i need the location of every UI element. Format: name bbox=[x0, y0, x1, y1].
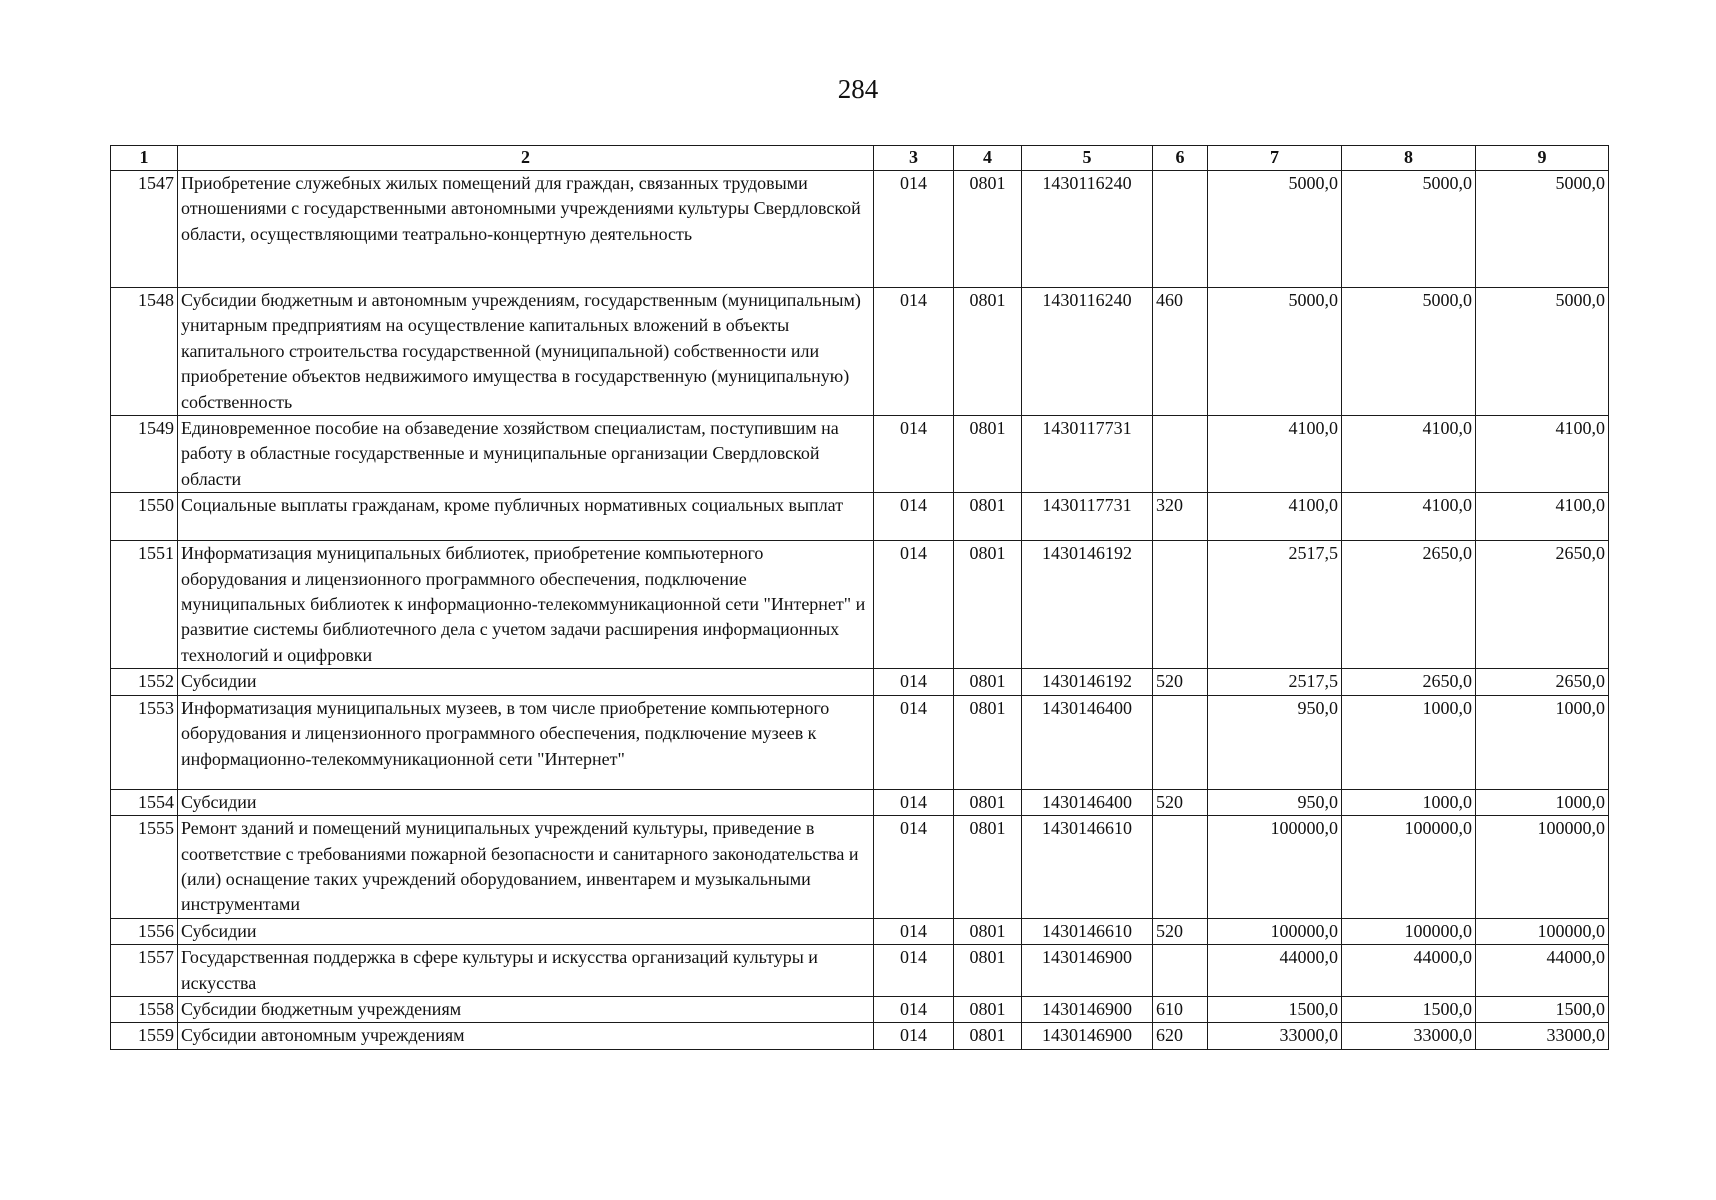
section-code: 0801 bbox=[954, 695, 1022, 789]
target-article-code: 1430146400 bbox=[1022, 695, 1153, 789]
section-code: 0801 bbox=[954, 1023, 1022, 1049]
ministry-code: 014 bbox=[874, 918, 954, 944]
table-row bbox=[111, 416, 1609, 493]
page-number: 284 bbox=[837, 74, 879, 104]
expense-name: Социальные выплаты гражданам, кроме публичных нормативных социальных выплат bbox=[178, 493, 874, 541]
section-code: 0801 bbox=[954, 996, 1022, 1022]
expense-name: Субсидии bbox=[178, 918, 874, 944]
amount-col-7: 4100,0 bbox=[1208, 416, 1342, 493]
target-article-code: 1430146610 bbox=[1022, 918, 1153, 944]
table-row bbox=[111, 1023, 1609, 1049]
expense-type-code: 610 bbox=[1153, 996, 1208, 1022]
row-number: 1551 bbox=[111, 541, 178, 669]
target-article-code: 1430117731 bbox=[1022, 493, 1153, 541]
amount-col-9: 2650,0 bbox=[1476, 541, 1609, 669]
amount-col-7: 5000,0 bbox=[1208, 171, 1342, 288]
amount-col-7: 2517,5 bbox=[1208, 541, 1342, 669]
target-article-code: 1430116240 bbox=[1022, 288, 1153, 416]
target-article-code: 1430146400 bbox=[1022, 789, 1153, 815]
amount-col-9: 1500,0 bbox=[1476, 996, 1609, 1022]
section-code: 0801 bbox=[954, 493, 1022, 541]
expense-name: Информатизация муниципальных музеев, в том числе приобретение компьютерного оборудования и лицензионного программного обеспечения, подключение музеев к информационно-телекоммуникационной сети "Интернет" bbox=[178, 695, 874, 789]
amount-col-7: 2517,5 bbox=[1208, 669, 1342, 695]
row-number: 1548 bbox=[111, 288, 178, 416]
table-row bbox=[111, 493, 1609, 541]
row-number: 1558 bbox=[111, 996, 178, 1022]
expense-type-code: 620 bbox=[1153, 1023, 1208, 1049]
amount-col-8: 2650,0 bbox=[1342, 669, 1476, 695]
expense-name: Приобретение служебных жилых помещений для граждан, связанных трудовыми отношениями с государственными автономными учреждениями культуры Свердловской области, осуществляющими театрально-концертную деятельность bbox=[178, 171, 874, 288]
row-number: 1553 bbox=[111, 695, 178, 789]
row-number: 1552 bbox=[111, 669, 178, 695]
expense-name: Ремонт зданий и помещений муниципальных учреждений культуры, приведение в соответствие с требованиями пожарной безопасности и санитарного законодательства и (или) оснащение таких учреждений оборудованием, инвентарем и музыкальными инструментами bbox=[178, 816, 874, 919]
amount-col-9: 33000,0 bbox=[1476, 1023, 1609, 1049]
ministry-code: 014 bbox=[874, 171, 954, 288]
ministry-code: 014 bbox=[874, 669, 954, 695]
column-header-9: 9 bbox=[1476, 146, 1609, 171]
amount-col-7: 100000,0 bbox=[1208, 816, 1342, 919]
expense-type-code bbox=[1153, 945, 1208, 997]
amount-col-8: 44000,0 bbox=[1342, 945, 1476, 997]
row-number: 1555 bbox=[111, 816, 178, 919]
expense-type-code: 320 bbox=[1153, 493, 1208, 541]
table-row bbox=[111, 541, 1609, 669]
ministry-code: 014 bbox=[874, 416, 954, 493]
expense-type-code: 460 bbox=[1153, 288, 1208, 416]
section-code: 0801 bbox=[954, 541, 1022, 669]
target-article-code: 1430146900 bbox=[1022, 996, 1153, 1022]
amount-col-9: 1000,0 bbox=[1476, 695, 1609, 789]
section-code: 0801 bbox=[954, 416, 1022, 493]
target-article-code: 1430146900 bbox=[1022, 945, 1153, 997]
amount-col-7: 950,0 bbox=[1208, 695, 1342, 789]
ministry-code: 014 bbox=[874, 1023, 954, 1049]
row-number: 1547 bbox=[111, 171, 178, 288]
column-header-3: 3 bbox=[874, 146, 954, 171]
table-row bbox=[111, 171, 1609, 288]
ministry-code: 014 bbox=[874, 945, 954, 997]
expense-name: Информатизация муниципальных библиотек, приобретение компьютерного оборудования и лицензионного программного обеспечения, подключение муниципальных библиотек к информационно-телекоммуникационной сети "Интернет" и развитие системы библиотечного дела с учетом задачи расширения информационных технологий и оцифровки bbox=[178, 541, 874, 669]
amount-col-9: 5000,0 bbox=[1476, 288, 1609, 416]
expense-type-code bbox=[1153, 416, 1208, 493]
amount-col-7: 4100,0 bbox=[1208, 493, 1342, 541]
amount-col-9: 44000,0 bbox=[1476, 945, 1609, 997]
column-header-2: 2 bbox=[178, 146, 874, 171]
amount-col-8: 4100,0 bbox=[1342, 416, 1476, 493]
amount-col-8: 5000,0 bbox=[1342, 171, 1476, 288]
column-header-4: 4 bbox=[954, 146, 1022, 171]
section-code: 0801 bbox=[954, 288, 1022, 416]
section-code: 0801 bbox=[954, 669, 1022, 695]
amount-col-9: 4100,0 bbox=[1476, 416, 1609, 493]
amount-col-7: 44000,0 bbox=[1208, 945, 1342, 997]
ministry-code: 014 bbox=[874, 996, 954, 1022]
amount-col-9: 4100,0 bbox=[1476, 493, 1609, 541]
column-header-8: 8 bbox=[1342, 146, 1476, 171]
expense-type-code bbox=[1153, 816, 1208, 919]
amount-col-9: 2650,0 bbox=[1476, 669, 1609, 695]
amount-col-8: 100000,0 bbox=[1342, 918, 1476, 944]
amount-col-9: 1000,0 bbox=[1476, 789, 1609, 815]
target-article-code: 1430146192 bbox=[1022, 541, 1153, 669]
ministry-code: 014 bbox=[874, 541, 954, 669]
ministry-code: 014 bbox=[874, 695, 954, 789]
expense-type-code: 520 bbox=[1153, 669, 1208, 695]
table-row bbox=[111, 816, 1609, 919]
section-code: 0801 bbox=[954, 945, 1022, 997]
table-row bbox=[111, 288, 1609, 416]
expense-name: Единовременное пособие на обзаведение хозяйством специалистам, поступившим на работу в областные государственные и муниципальные организации Свердловской области bbox=[178, 416, 874, 493]
ministry-code: 014 bbox=[874, 288, 954, 416]
section-code: 0801 bbox=[954, 789, 1022, 815]
row-number: 1559 bbox=[111, 1023, 178, 1049]
section-code: 0801 bbox=[954, 918, 1022, 944]
row-number: 1557 bbox=[111, 945, 178, 997]
amount-col-7: 950,0 bbox=[1208, 789, 1342, 815]
amount-col-7: 1500,0 bbox=[1208, 996, 1342, 1022]
target-article-code: 1430146610 bbox=[1022, 816, 1153, 919]
section-code: 0801 bbox=[954, 171, 1022, 288]
target-article-code: 1430116240 bbox=[1022, 171, 1153, 288]
amount-col-8: 4100,0 bbox=[1342, 493, 1476, 541]
column-header-5: 5 bbox=[1022, 146, 1153, 171]
amount-col-8: 1500,0 bbox=[1342, 996, 1476, 1022]
row-number: 1556 bbox=[111, 918, 178, 944]
row-number: 1550 bbox=[111, 493, 178, 541]
column-header-6: 6 bbox=[1153, 146, 1208, 171]
amount-col-8: 100000,0 bbox=[1342, 816, 1476, 919]
expense-name: Государственная поддержка в сфере культуры и искусства организаций культуры и искусства bbox=[178, 945, 874, 997]
expense-name: Субсидии автономным учреждениям bbox=[178, 1023, 874, 1049]
amount-col-8: 2650,0 bbox=[1342, 541, 1476, 669]
table-row bbox=[111, 945, 1609, 997]
amount-col-8: 1000,0 bbox=[1342, 695, 1476, 789]
section-code: 0801 bbox=[954, 816, 1022, 919]
table-row bbox=[111, 918, 1609, 944]
amount-col-8: 33000,0 bbox=[1342, 1023, 1476, 1049]
target-article-code: 1430117731 bbox=[1022, 416, 1153, 493]
expense-type-code bbox=[1153, 171, 1208, 288]
budget-table bbox=[110, 145, 1609, 1050]
row-number: 1549 bbox=[111, 416, 178, 493]
table-row bbox=[111, 669, 1609, 695]
table-row bbox=[111, 789, 1609, 815]
expense-name: Субсидии бюджетным учреждениям bbox=[178, 996, 874, 1022]
expense-type-code: 520 bbox=[1153, 789, 1208, 815]
column-header-7: 7 bbox=[1208, 146, 1342, 171]
table-row bbox=[111, 695, 1609, 789]
amount-col-7: 100000,0 bbox=[1208, 918, 1342, 944]
expense-name: Субсидии bbox=[178, 669, 874, 695]
ministry-code: 014 bbox=[874, 816, 954, 919]
expense-type-code: 520 bbox=[1153, 918, 1208, 944]
ministry-code: 014 bbox=[874, 493, 954, 541]
amount-col-9: 100000,0 bbox=[1476, 816, 1609, 919]
amount-col-9: 5000,0 bbox=[1476, 171, 1609, 288]
amount-col-8: 1000,0 bbox=[1342, 789, 1476, 815]
table-row bbox=[111, 996, 1609, 1022]
expense-name: Субсидии бюджетным и автономным учреждениям, государственным (муниципальным) унитарным предприятиям на осуществление капитальных вложений в объекты капитального строительства государственной (муниципальной) собственности или приобретение объектов недвижимого имущества в государственную (муниципальную) собственность bbox=[178, 288, 874, 416]
amount-col-7: 33000,0 bbox=[1208, 1023, 1342, 1049]
amount-col-9: 100000,0 bbox=[1476, 918, 1609, 944]
row-number: 1554 bbox=[111, 789, 178, 815]
column-header-1: 1 bbox=[111, 146, 178, 171]
table-header-row bbox=[111, 146, 1609, 171]
target-article-code: 1430146192 bbox=[1022, 669, 1153, 695]
expense-name: Субсидии bbox=[178, 789, 874, 815]
table-body bbox=[111, 171, 1609, 1050]
amount-col-8: 5000,0 bbox=[1342, 288, 1476, 416]
expense-type-code bbox=[1153, 541, 1208, 669]
ministry-code: 014 bbox=[874, 789, 954, 815]
expense-type-code bbox=[1153, 695, 1208, 789]
amount-col-7: 5000,0 bbox=[1208, 288, 1342, 416]
target-article-code: 1430146900 bbox=[1022, 1023, 1153, 1049]
